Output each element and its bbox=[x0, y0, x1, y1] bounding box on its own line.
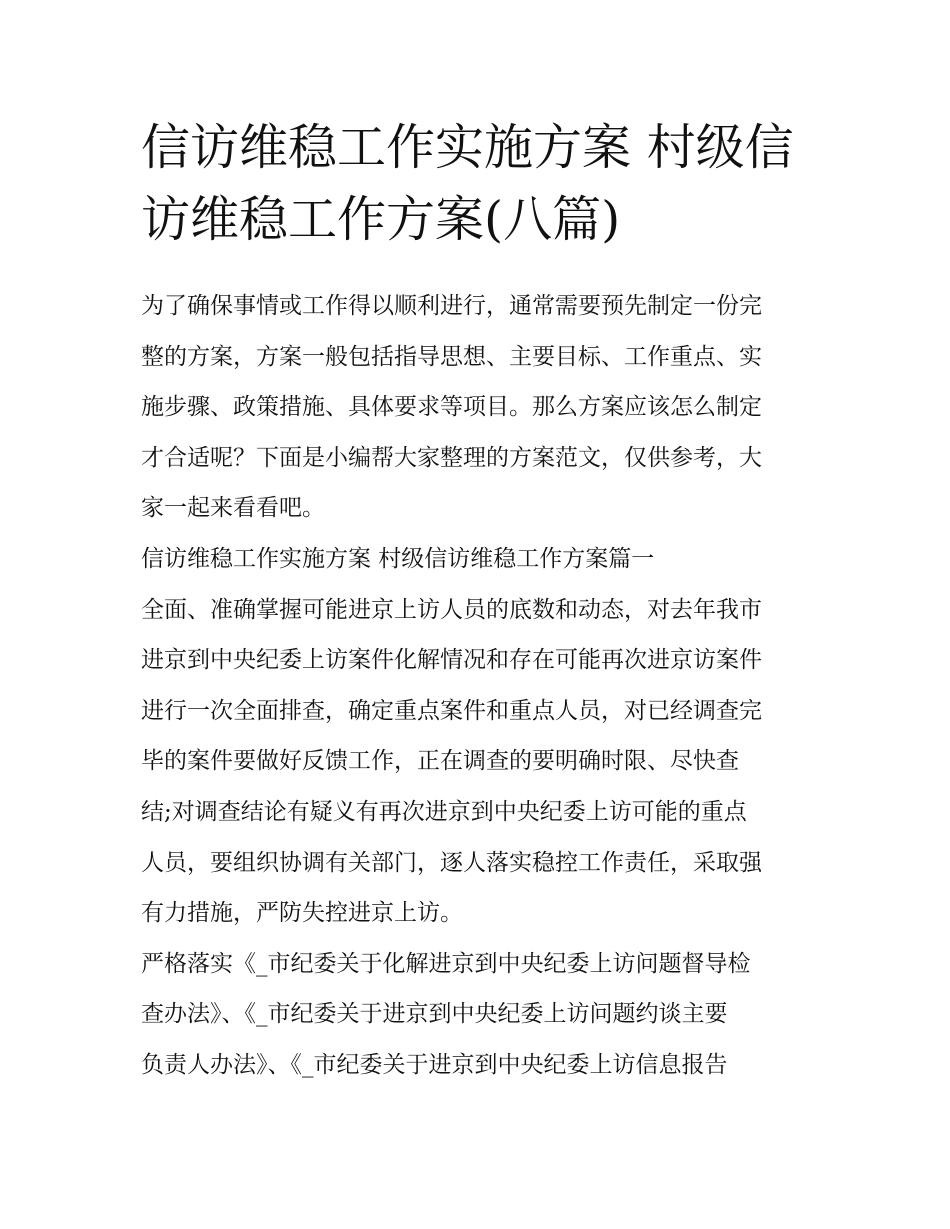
body-line: 严格落实《_市纪委关于化解进京到中央纪委上访问题督导检 bbox=[141, 950, 751, 977]
body-line: 负责人办法》、《_市纪委关于进京到中央纪委上访信息报告 bbox=[141, 1051, 728, 1078]
body-line: 施步骤、政策措施、具体要求等项目。那么方案应该怎么制定 bbox=[141, 394, 762, 421]
body-line: 家一起来看看吧。 bbox=[141, 495, 325, 522]
title-line-2: 访维稳工作方案(八篇) bbox=[141, 191, 621, 248]
body-line: 人员，要组织协调有关部门，逐人落实稳控工作责任，采取强 bbox=[141, 849, 762, 876]
body-line: 结;对调查结论有疑义有再次进京到中央纪委上访可能的重点 bbox=[141, 798, 747, 825]
body-line: 才合适呢？下面是小编帮大家整理的方案范文，仅供参考，大 bbox=[141, 444, 762, 471]
body-line: 有力措施，严防失控进京上访。 bbox=[141, 900, 463, 927]
body-line: 整的方案，方案一般包括指导思想、主要目标、工作重点、实 bbox=[141, 343, 762, 370]
body-line: 进京到中央纪委上访案件化解情况和存在可能再次进京访案件 bbox=[141, 647, 762, 674]
document-title bbox=[141, 112, 821, 256]
body-line: 进行一次全面排查，确定重点案件和重点人员，对已经调查完 bbox=[141, 697, 762, 724]
body-line: 全面、准确掌握可能进京上访人员的底数和动态，对去年我市 bbox=[141, 596, 762, 623]
body-line: 为了确保事情或工作得以顺利进行，通常需要预先制定一份完 bbox=[141, 293, 762, 319]
title-line-1: 信访维稳工作实施方案 村级信 bbox=[141, 119, 794, 176]
body-line: 毕的案件要做好反馈工作，正在调查的要明确时限、尽快查 bbox=[141, 748, 739, 775]
section-heading: 信访维稳工作实施方案 村级信访维稳工作方案篇一 bbox=[141, 545, 655, 572]
document-body bbox=[141, 281, 821, 1091]
body-line: 查办法》、《_市纪委关于进京到中央纪委上访问题约谈主要 bbox=[141, 1001, 728, 1028]
